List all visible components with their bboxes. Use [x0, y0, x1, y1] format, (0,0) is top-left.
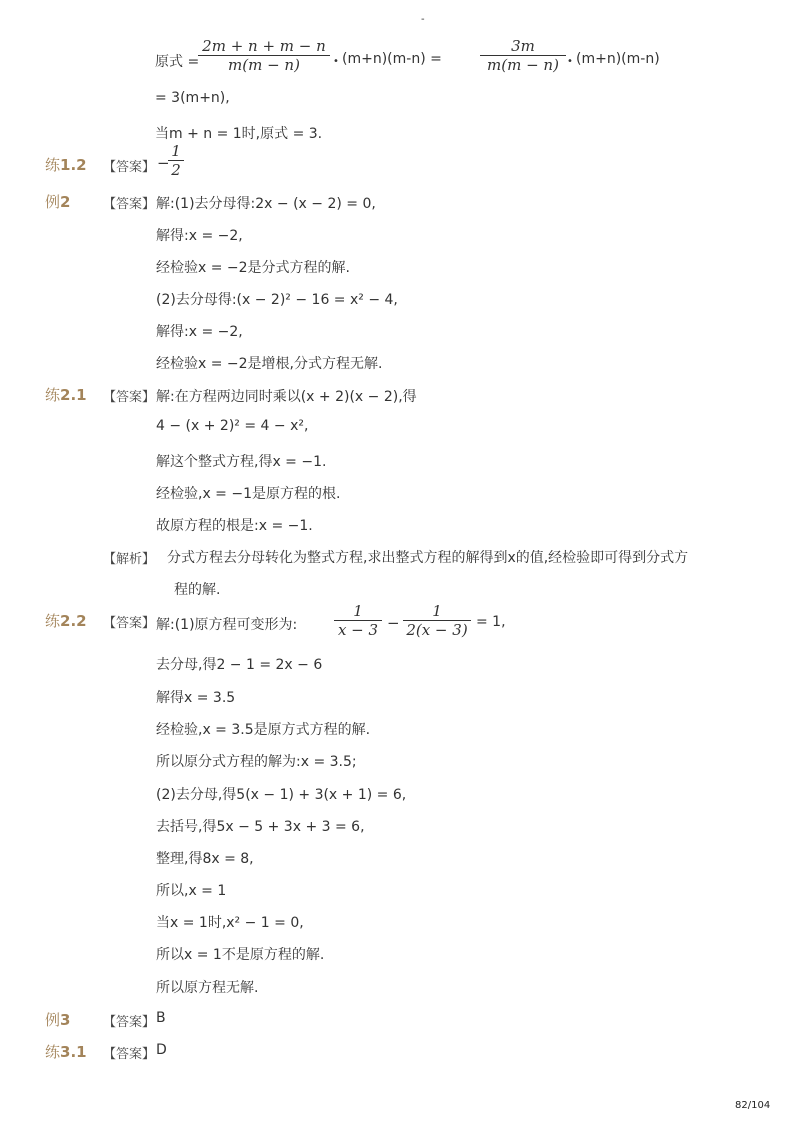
solution-line: 4 − (x + 2)² = 4 − x²,	[156, 418, 309, 434]
solution-line: 解:(1)去分母得:2x − (x − 2) = 0,	[156, 196, 376, 212]
solution-first-prefix: 解:(1)原方程可变形为:	[156, 617, 298, 633]
answer-fraction	[168, 142, 184, 179]
answer-numerator: 1	[171, 142, 181, 160]
answer-sign: −	[157, 154, 170, 172]
label-prefix: 练	[45, 1043, 61, 1061]
page-number: 82/104	[735, 1100, 771, 1111]
analysis-text-cont: 程的解.	[174, 582, 221, 598]
solution-line: 经检验x = −2是分式方程的解.	[156, 260, 351, 276]
solution-line: 解得x = 3.5	[156, 690, 236, 706]
fraction-1-numerator: 2m + n + m − n	[202, 37, 326, 55]
expr-prefix: 原式 =	[155, 54, 200, 70]
solution-line: (2)去分母得:(x − 2)² − 16 = x² − 4,	[156, 292, 398, 308]
fraction-2-denominator: m(m − n)	[487, 56, 559, 74]
solution-line: 所以x = 1不是原方程的解.	[156, 947, 325, 963]
answer-denominator: 2	[171, 161, 181, 179]
label-prefix: 练	[45, 612, 61, 630]
label-prefix: 练	[45, 156, 61, 174]
solution-line: 故原方程的根是:x = −1.	[156, 518, 313, 534]
solution-line: 解得:x = −2,	[156, 324, 243, 340]
fraction-b-numerator: 1	[432, 602, 442, 620]
answer-tag: 【答案】	[103, 1047, 156, 1062]
label-number: 2	[60, 193, 71, 211]
solution-line: 去括号,得5x − 5 + 3x + 3 = 6,	[156, 819, 365, 835]
fraction-b-denominator: 2(x − 3)	[406, 621, 468, 639]
fraction-b	[403, 602, 471, 639]
answer-value: B	[156, 1010, 166, 1026]
label-ex-2-1	[45, 384, 87, 405]
label-prefix: 例	[45, 1011, 61, 1029]
label-prefix: 例	[45, 193, 61, 211]
solution-line: 所以原方程无解.	[156, 980, 259, 996]
solution-line: 所以,x = 1	[156, 883, 227, 899]
top-mark: -	[421, 14, 425, 25]
fraction-2-numerator: 3m	[511, 37, 535, 55]
label-number: 2.2	[60, 612, 87, 630]
solution-line: 解:在方程两边同时乘以(x + 2)(x − 2),得	[156, 389, 417, 405]
label-ex-1-2	[45, 154, 87, 175]
label-ex-2-2	[45, 610, 87, 631]
analysis-text: 分式方程去分母转化为整式方程,求出整式方程的解得到x的值,经检验即可得到分式方	[167, 550, 689, 566]
label-ex-2	[45, 191, 70, 212]
fraction-2	[480, 37, 566, 74]
fraction-1-denominator: m(m − n)	[228, 56, 300, 74]
answer-tag: 【答案】	[103, 616, 156, 631]
answer-value: D	[156, 1042, 167, 1058]
solution-line: 解得:x = −2,	[156, 228, 243, 244]
solution-line: 经检验,x = 3.5是原方式方程的解.	[156, 722, 371, 738]
solution-line: 整理,得8x = 8,	[156, 851, 254, 867]
answer-tag: 【答案】	[103, 197, 156, 212]
fraction-a-numerator: 1	[353, 602, 363, 620]
fraction-a	[334, 602, 382, 639]
minus-sign: −	[387, 614, 400, 632]
fraction-a-denominator: x − 3	[337, 621, 379, 639]
label-ex-3	[45, 1009, 70, 1030]
analysis-tag: 【解析】	[103, 552, 156, 567]
multiply-dot-1: •	[333, 56, 339, 67]
solution-line: 去分母,得2 − 1 = 2x − 6	[156, 657, 323, 673]
solution-line: 经检验x = −2是增根,分式方程无解.	[156, 356, 383, 372]
multiply-dot-2: •	[567, 56, 573, 67]
solution-line: 所以原分式方程的解为:x = 3.5;	[156, 754, 357, 770]
expr-line-2: 当m + n = 1时,原式 = 3.	[155, 126, 323, 142]
label-number: 1.2	[60, 156, 87, 174]
answer-tag: 【答案】	[103, 390, 156, 405]
solution-line: 解这个整式方程,得x = −1.	[156, 454, 327, 470]
answer-tag: 【答案】	[103, 1015, 156, 1030]
solution-line: 经检验,x = −1是原方程的根.	[156, 486, 341, 502]
answer-tag: 【答案】	[103, 160, 156, 175]
label-prefix: 练	[45, 386, 61, 404]
label-ex-3-1	[45, 1041, 87, 1062]
expr-line-1: = 3(m+n),	[155, 90, 230, 106]
label-number: 2.1	[60, 386, 87, 404]
label-number: 3	[60, 1011, 71, 1029]
solution-first-suffix: = 1,	[476, 614, 506, 630]
fraction-1	[198, 37, 330, 74]
solution-line: 当x = 1时,x² − 1 = 0,	[156, 915, 304, 931]
expr-mid-1: (m+n)(m-n) =	[342, 51, 442, 67]
label-number: 3.1	[60, 1043, 87, 1061]
solution-line: (2)去分母,得5(x − 1) + 3(x + 1) = 6,	[156, 787, 407, 803]
expr-mid-2: (m+n)(m-n)	[576, 51, 660, 67]
